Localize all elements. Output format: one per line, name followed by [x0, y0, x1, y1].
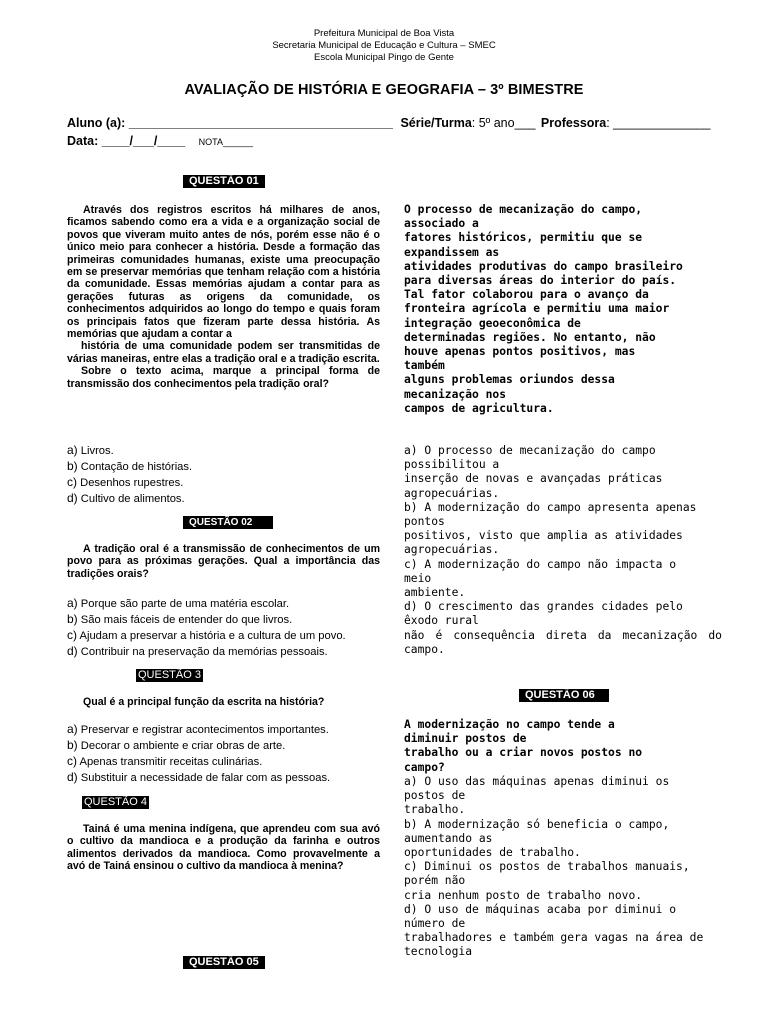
- question-1-options: [67, 443, 380, 507]
- question-3-text: Qual é a principal função da escrita na história?: [83, 696, 325, 708]
- header-line-3: Escola Municipal Pingo de Gente: [314, 52, 454, 63]
- question-1-text: [67, 204, 380, 390]
- option-a[interactable]: a) O uso das máquinas apenas diminui os: [404, 775, 670, 788]
- question-5-label: QUESTÃO 05: [183, 956, 265, 969]
- question-4-label: QUESTÃO 4: [84, 796, 147, 808]
- question-1-paragraph-2: história de uma comunidade podem ser transmitidas de várias maneiras, entre elas a tradição oral e a tradição escrita.: [67, 340, 380, 365]
- option-b[interactable]: b) A modernização só beneficia o campo,: [404, 817, 670, 831]
- header-line-1: Prefeitura Municipal de Boa Vista: [313, 28, 455, 39]
- question-1-paragraph: Através dos registros escritos há milhares de anos, ficamos sabendo como era a vida e a organização social de povos que viveram muito antes de nós, porém esse não é o único meio para conhecer a história. Desde a formação das primeiras comunidades humanas, existe uma preocupação em se preservar memórias que tenham relação com a história da comunidade. Essas memórias ajudam a contar para as gerações futuras as origens da comunidade, os conhecimentos adquiridos ao longo do tempo e quais foram os principais fatos que fizeram parte dessa história. As memórias que ajudam a contar a: [67, 204, 380, 341]
- aluno-field[interactable]: Aluno (a): ______________________________________: [67, 116, 393, 130]
- option-b[interactable]: b) Contação de histórias.: [67, 459, 193, 473]
- option-d[interactable]: d) Contribuir na preservação da memórias pessoais.: [67, 644, 328, 658]
- question-1-label: QUESTÃO 01: [183, 175, 265, 188]
- question-2-label: QUESTÃO 02: [183, 516, 273, 529]
- option-b[interactable]: b) Decorar o ambiente e criar obras de arte.: [67, 738, 286, 752]
- question-4-text: Tainá é uma menina indígena, que aprendeu com sua avó o cultivo da mandioca e a produção da farinha e outros alimentos derivados da mandioca. Como provavelmente a avó de Tainá ensinou o cultivo da mandioca à menina?: [67, 823, 380, 873]
- question-6-options: a) O uso das máquinas apenas diminui os postos de trabalho. b) A modernização só beneficia o campo, aumentando as oportunidades de trabalho. c) Diminui os postos de trabalhos manuais, porém não cria nenhum posto de trabalho novo. d) O uso de máquinas acaba por diminui o número de trabalhadores e também gera vagas na área de tecnologia: [404, 775, 722, 960]
- option-b[interactable]: b) A modernização do campo apresenta apenas: [404, 500, 697, 514]
- option-c[interactable]: c) A modernização do campo não impacta o: [404, 557, 677, 571]
- professora-label: Professora: [540, 116, 607, 130]
- question-3-label: QUESTÃO 3: [138, 669, 201, 681]
- question-2-options: [67, 596, 380, 660]
- option-c[interactable]: c) Desenhos rupestres.: [67, 475, 184, 489]
- student-info-row: [67, 116, 711, 130]
- question-2-text: A tradição oral é a transmissão de conhecimentos de um povo para as próximas gerações. Qual a importância das tradições orais?: [67, 543, 380, 580]
- option-b[interactable]: b) São mais fáceis de entender do que livros.: [67, 612, 293, 626]
- option-c[interactable]: c) Apenas transmitir receitas culinárias.: [67, 754, 263, 768]
- option-a[interactable]: a) Preservar e registrar acontecimentos importantes.: [67, 722, 329, 736]
- school-header: [0, 28, 768, 64]
- option-a[interactable]: a) Porque são parte de uma matéria escolar.: [67, 596, 290, 610]
- professora-field[interactable]: : ______________: [606, 116, 711, 130]
- nota-field[interactable]: NOTA______: [198, 137, 254, 147]
- question-3-options: [67, 722, 380, 786]
- option-d[interactable]: d) O crescimento das grandes cidades pelo: [404, 600, 683, 614]
- page-title: AVALIAÇÃO DE HISTÓRIA E GEOGRAFIA – 3º BIMESTRE: [184, 82, 584, 98]
- question-1-prompt: Sobre o texto acima, marque a principal forma de transmissão dos conhecimentos pela tradição oral?: [67, 365, 380, 390]
- serie-field[interactable]: : 5º ano___: [471, 116, 536, 130]
- question-5-options: a) O processo de mecanização do campo possibilitou a inserção de novas e avançadas práticas agropecuárias. b) A modernização do campo apresenta apenas pontos positivos, visto que amplia as atividades agropecuárias. c) A modernização do campo não impacta o meio ambiente. d) O crescimento das grandes cidades pelo êxodo rural não é consequência direta da mecanização do campo.: [404, 444, 722, 656]
- option-a[interactable]: a) Livros.: [67, 443, 114, 457]
- option-c[interactable]: c) Ajudam a preservar a história e a cultura de um povo.: [67, 628, 346, 642]
- question-5-text: O processo de mecanização do campo, associado a fatores históricos, permitiu que se expandissem as atividades produtivas do campo brasileiro para diversas áreas do interior do país. Tal fator colaborou para o avanço da fronteira agrícola e permitiu uma maior integração geoeconômica de determinadas regiões. No entanto, não houve apenas pontos positivos, mas também alguns problemas oriundos dessa mecanização nos campos de agricultura.: [404, 203, 683, 415]
- option-d[interactable]: d) Substituir a necessidade de falar com as pessoas.: [67, 770, 331, 784]
- option-c[interactable]: c) Diminui os postos de trabalhos manuais,: [404, 860, 690, 874]
- question-6-label: QUESTÃO 06: [519, 689, 609, 702]
- date-field[interactable]: Data: ____/___/____: [67, 134, 186, 148]
- serie-label: Série/Turma: [400, 116, 472, 130]
- option-d[interactable]: d) Cultivo de alimentos.: [67, 491, 185, 505]
- date-row: [67, 134, 253, 148]
- question-6-text: A modernização no campo tende a diminuir postos de trabalho ou a criar novos postos no campo?: [404, 718, 643, 774]
- option-a[interactable]: a) O processo de mecanização do campo: [404, 444, 656, 457]
- header-line-2: Secretaria Municipal de Educação e Cultura – SMEC: [272, 40, 496, 51]
- option-d[interactable]: d) O uso de máquinas acaba por diminui o: [404, 902, 677, 916]
